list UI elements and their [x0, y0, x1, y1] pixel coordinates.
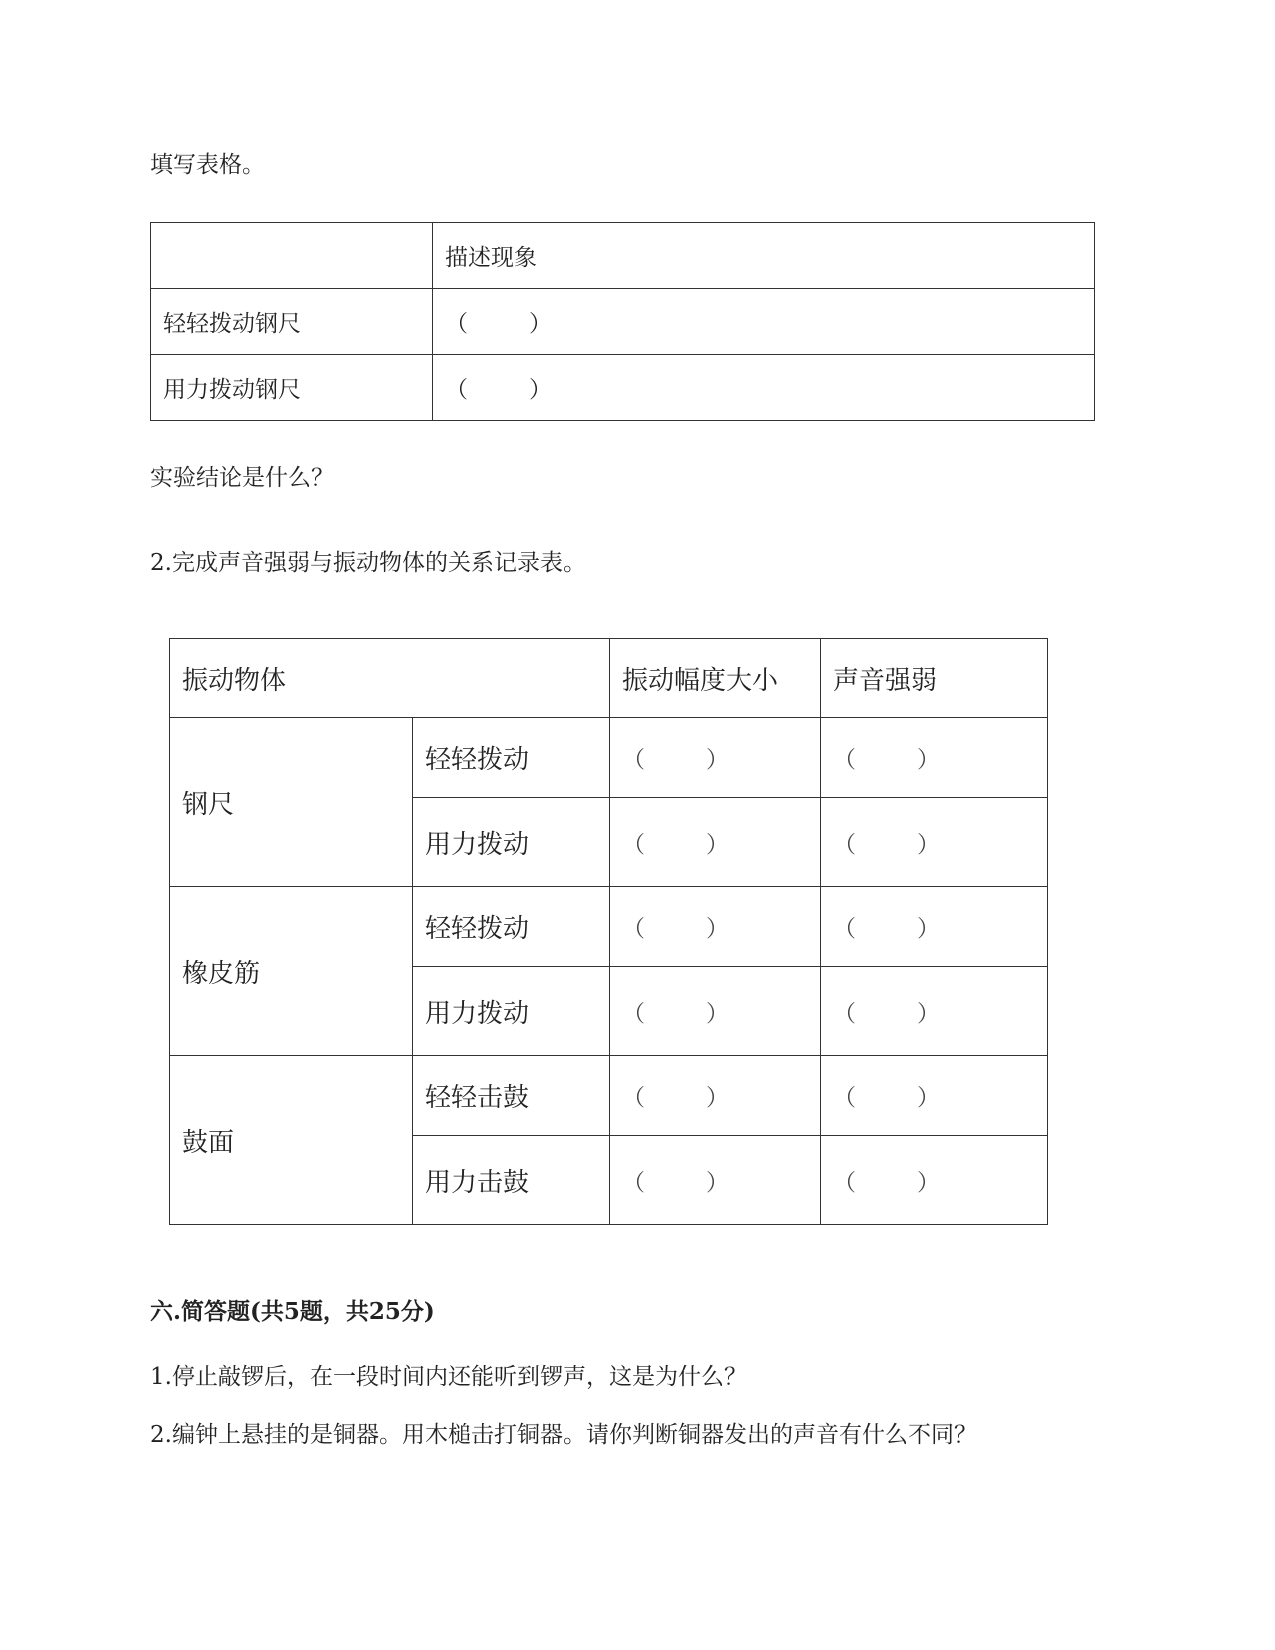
- intro-text: 填写表格。: [150, 152, 265, 178]
- answer-blank[interactable]: （ ）: [821, 798, 1048, 887]
- action-cell: 用力拨动: [413, 967, 610, 1056]
- answer-blank[interactable]: （ ）: [610, 798, 821, 887]
- row-label: 用力拨动钢尺: [151, 355, 433, 421]
- header-loudness: 声音强弱: [821, 639, 1048, 718]
- header-amplitude: 振动幅度大小: [610, 639, 821, 718]
- header-blank-cell: [151, 223, 433, 289]
- answer-blank[interactable]: （ ）: [821, 1136, 1048, 1225]
- object-cell: 钢尺: [170, 718, 413, 887]
- answer-blank[interactable]: （ ）: [821, 718, 1048, 798]
- table-row: [170, 887, 1048, 967]
- answer-blank[interactable]: （ ）: [610, 1056, 821, 1136]
- answer-blank[interactable]: （ ）: [610, 967, 821, 1056]
- table-row: [170, 1056, 1048, 1136]
- answer-blank[interactable]: （ ）: [610, 887, 821, 967]
- header-describe-cell: 描述现象: [433, 223, 1095, 289]
- table-row: [151, 289, 1095, 355]
- table-header-row: [151, 223, 1095, 289]
- section-title: 六.简答题(共5题，共25分): [150, 1298, 435, 1325]
- action-cell: 轻轻拨动: [413, 887, 610, 967]
- action-cell: 轻轻拨动: [413, 718, 610, 798]
- header-object: 振动物体: [170, 639, 610, 718]
- row-label: 轻轻拨动钢尺: [151, 289, 433, 355]
- answer-blank[interactable]: （ ）: [821, 887, 1048, 967]
- conclusion-question: 实验结论是什么？: [150, 465, 334, 491]
- table-header-row: [170, 639, 1048, 718]
- answer-blank[interactable]: （ ）: [821, 967, 1048, 1056]
- answer-blank[interactable]: （ ）: [610, 1136, 821, 1225]
- answer-blank[interactable]: （ ）: [821, 1056, 1048, 1136]
- table-row: [151, 355, 1095, 421]
- short-answer-q2: 2.编钟上悬挂的是铜器。用木槌击打铜器。请你判断铜器发出的声音有什么不同？: [150, 1422, 977, 1448]
- short-answer-q1: 1.停止敲锣后，在一段时间内还能听到锣声，这是为什么？: [150, 1364, 747, 1390]
- action-cell: 轻轻击鼓: [413, 1056, 610, 1136]
- question-2: 2.完成声音强弱与振动物体的关系记录表。: [150, 550, 586, 576]
- phenomenon-table: [150, 222, 1095, 421]
- answer-blank[interactable]: （ ）: [433, 289, 1095, 355]
- action-cell: 用力拨动: [413, 798, 610, 887]
- answer-blank[interactable]: （ ）: [433, 355, 1095, 421]
- table-row: [170, 718, 1048, 798]
- object-cell: 鼓面: [170, 1056, 413, 1225]
- answer-blank[interactable]: （ ）: [610, 718, 821, 798]
- sound-record-table: [169, 638, 1048, 1225]
- object-cell: 橡皮筋: [170, 887, 413, 1056]
- action-cell: 用力击鼓: [413, 1136, 610, 1225]
